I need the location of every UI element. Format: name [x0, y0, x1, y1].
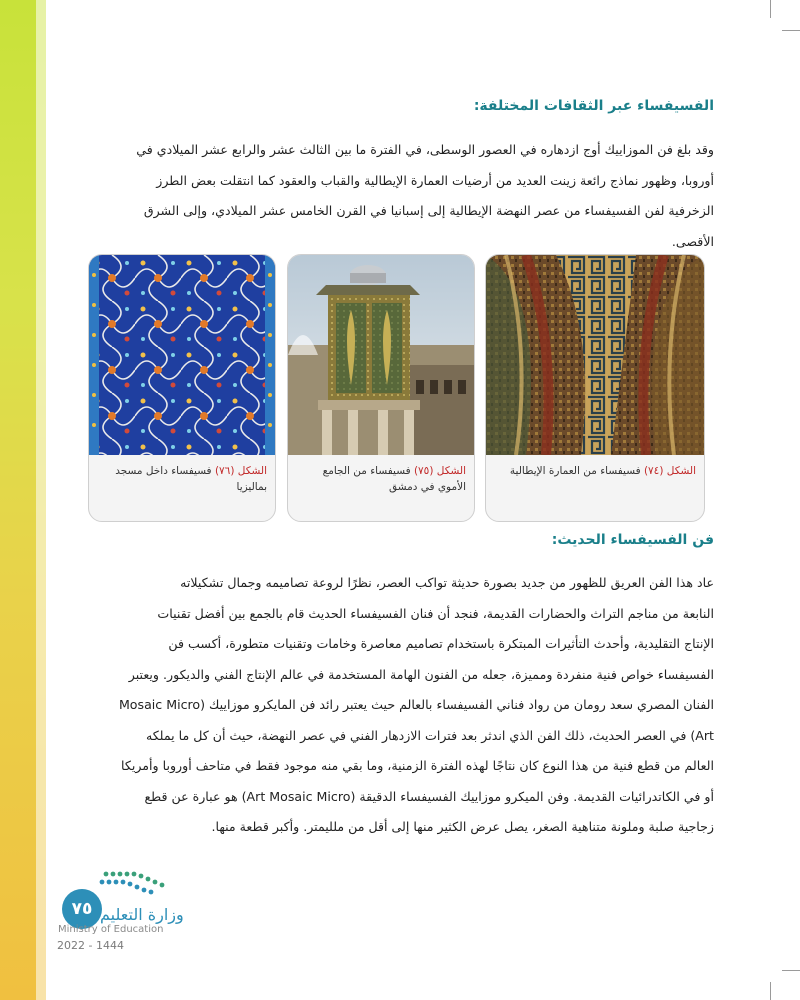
paragraph-line: الزخرفية لفن الفسيفساء من عصر النهضة الإيطالية إلى إسبانيا في القرن الخامس عشر الميلادي، وإلى الشرق — [143, 203, 714, 218]
figure-caption-text: فسيفساء داخل مسجد بماليزيا — [115, 465, 267, 493]
paragraph-line: عاد هذا الفن العريق للظهور من جديد بصورة حديثة تواكب العصر، نظرًا لروعة تصاميمه وجمال تشكيلاته — [180, 575, 714, 590]
paragraph-line: الإنتاج التقليدية، وأحدث التأثيرات المبتكرة باستخدام تصاميم معاصرة وخامات وتقنيات متطورة، أكسب فن — [168, 636, 714, 651]
paragraph-line: النابعة من مناجم التراث والحضارات القديمة، فنجد أن فنان الفسيفساء الحديث قام بالجمع بين أفضل تقنيات — [157, 605, 714, 621]
section-heading-modern: فن الفسيفساء الحديث: — [551, 532, 714, 548]
paragraph-line: الأقصى. — [671, 233, 714, 249]
paragraph-cultures — [86, 135, 714, 257]
figure-card-75 — [287, 254, 475, 522]
crop-mark — [770, 982, 771, 1000]
figure-number: الشكل (٧٤) — [643, 465, 696, 477]
paragraph-line: الفنان المصري سعد رومان من رواد فناني الفسيفساء بالعالم حيث يعتبر رائد فن المايكرو موزاييك (Mosaic Micro — [118, 697, 714, 712]
figure-card-76 — [88, 254, 276, 522]
decorative-side-bar — [0, 0, 46, 1000]
malaysia-mosque-tile-image — [89, 255, 275, 455]
paragraph-modern — [86, 568, 714, 843]
figure-caption-text: فسيفساء من العمارة الإيطالية — [509, 465, 641, 477]
crop-mark — [782, 970, 800, 971]
ministry-name-en: Ministry of Education — [58, 924, 164, 935]
figure-caption-text: فسيفساء من الجامع الأموي في دمشق — [322, 465, 466, 493]
paragraph-line: Art) في العصر الحديث، ذلك الفن الذي اندثر بعد فترات الازدهار الفني في عصر النهضة، حيث أن كل ما يملكه — [145, 727, 714, 743]
italian-mosaic-image — [486, 255, 704, 455]
section-heading-cultures: الفسيفساء عبر الثقافات المختلفة: — [473, 98, 714, 114]
paragraph-line: أوروبا، وظهور نماذج رائعة زينت العديد من أرضيات العمارة الإيطالية والقباب والعقود كما انتقلت بعض الطرز — [156, 172, 714, 188]
paragraph-line: زجاجية صلبة وملونة متناهية الصغر، يصل عرض الكثير منها إلى أقل من ملليمتر. وأكبر قطعة منها. — [211, 819, 714, 834]
figure-number: الشكل (٧٥) — [413, 465, 466, 477]
umayyad-mosque-image — [288, 255, 474, 455]
crop-mark — [782, 30, 800, 31]
paragraph-line: وقد بلغ فن الموزاييك أوج ازدهاره في العصور الوسطى، في الفترة ما بين الثالث عشر والرابع عشر الميلادي في — [136, 142, 714, 157]
page-number-badge: ٧٥ — [62, 889, 102, 929]
edition-year: 2022 - 1444 — [57, 939, 124, 952]
paragraph-line: أو في الكاتدرائيات القديمة. وفن الميكرو موزاييك الفسيفساء الدقيقة (Art Mosaic Micro) هو عبارة عن قطع — [144, 788, 714, 804]
figure-card-74 — [485, 254, 705, 522]
paragraph-line: الفسيفساء خواص فنية منفردة ومميزة، جعله من الفنون الهامة المستخدمة في عالم الإنتاج الفني والديكور. ويعتبر — [128, 666, 714, 682]
crop-mark — [770, 0, 771, 18]
figure-caption-75 — [296, 463, 466, 495]
figure-caption-74 — [494, 463, 696, 479]
paragraph-line: العالم من قطع فنية من هذا النوع كان نتاجًا لهذه الفترة الزمنية، وما بقي منه موجود فقط في متاحف أوروبا وأمريكا — [121, 758, 714, 773]
figure-caption-76 — [97, 463, 267, 495]
figure-number: الشكل (٧٦) — [214, 465, 267, 477]
ministry-name-ar: وزارة التعليم — [100, 905, 184, 924]
